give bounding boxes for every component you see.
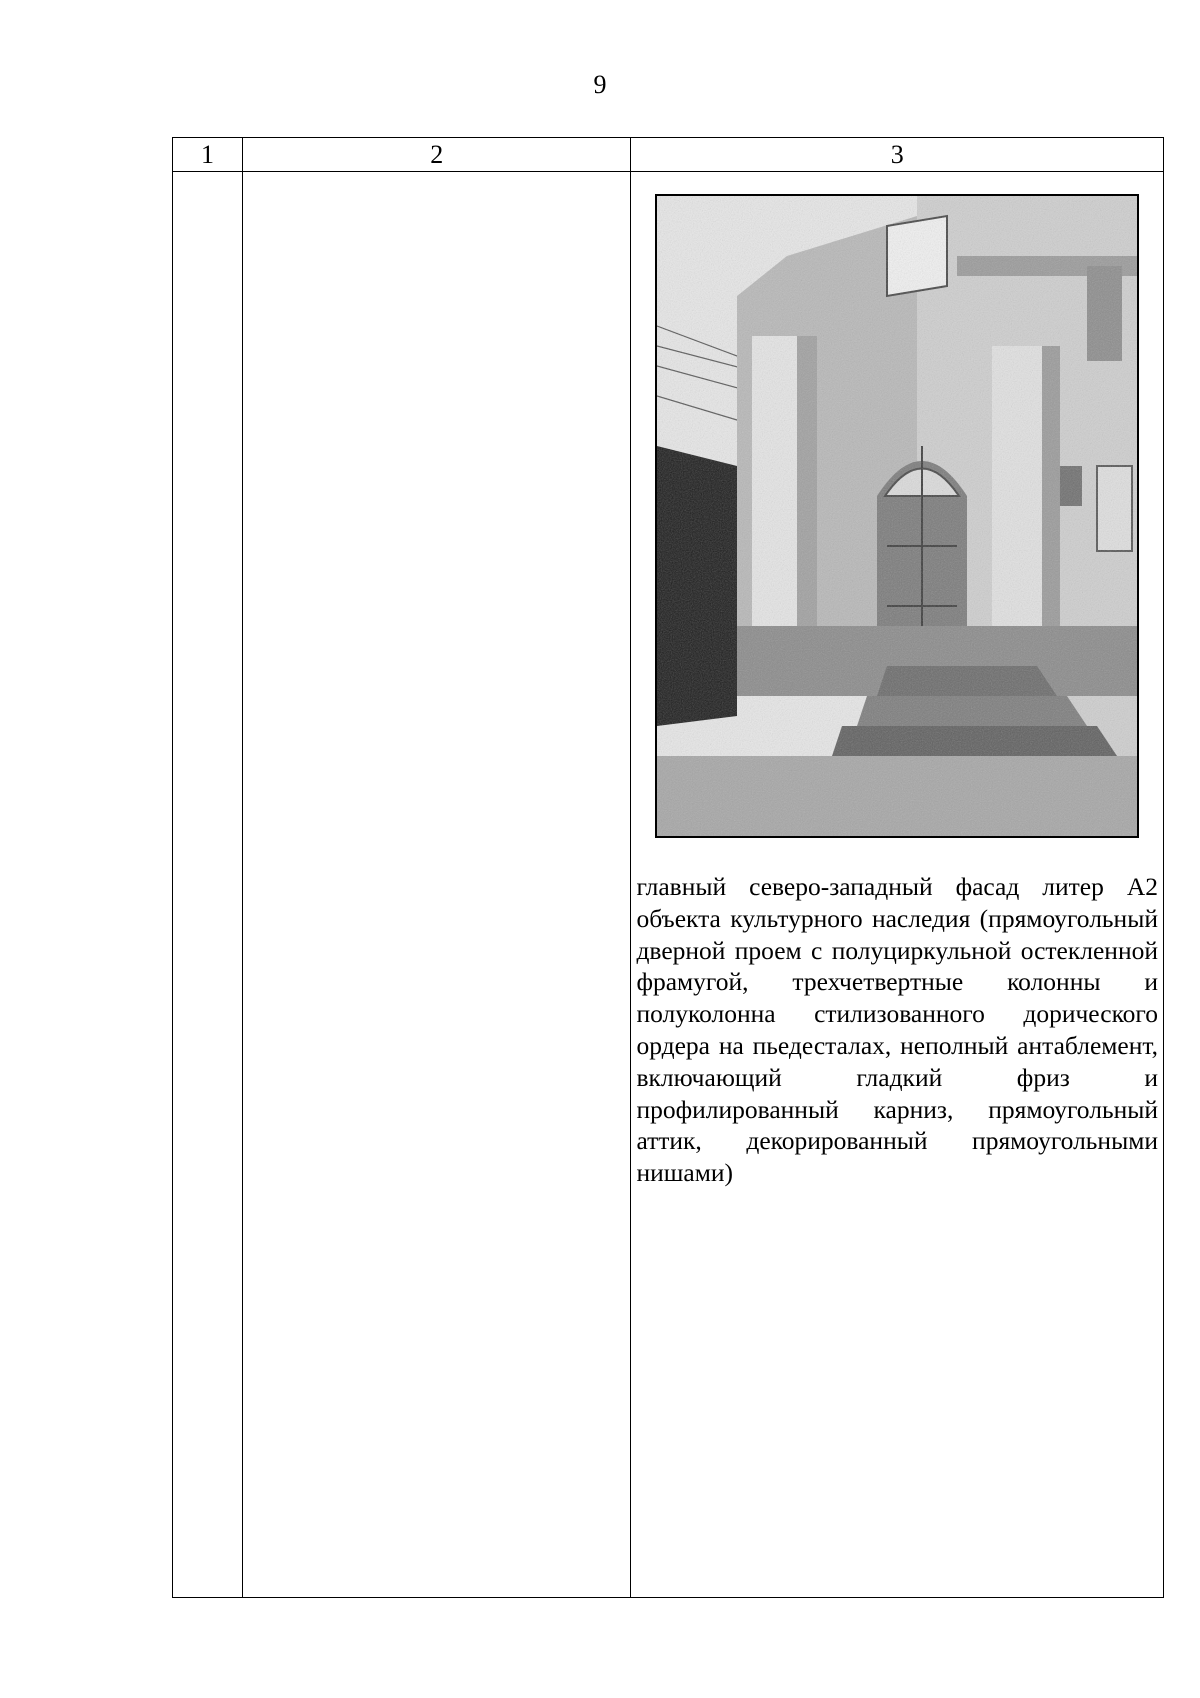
table-cell-col2 [243, 172, 631, 1598]
table-header-row [173, 138, 1164, 172]
column-header-3: 3 [631, 138, 1164, 172]
facade-photo-image [657, 196, 1137, 836]
facade-photo [655, 194, 1139, 838]
column-header-2: 2 [243, 138, 631, 172]
column-header-1: 1 [173, 138, 243, 172]
table-cell-col3 [631, 172, 1164, 1598]
photo-caption: главный северо-западный фасад литер А2 объекта культурного наследия (прямоугольный дверной проем с полуциркульной остекленной фрамугой, трехчетвертные колонны и полуколонна стилизованного дорического ордера на пьедесталах, неполный антаблемент, включающий гладкий фриз и профилированный карниз, прямоугольный аттик, декорированный прямоугольными нишами) [636, 872, 1158, 1188]
document-table [172, 137, 1164, 1598]
table-cell-col1 [173, 172, 243, 1598]
page-number: 9 [593, 70, 607, 99]
table-row [173, 172, 1164, 1598]
